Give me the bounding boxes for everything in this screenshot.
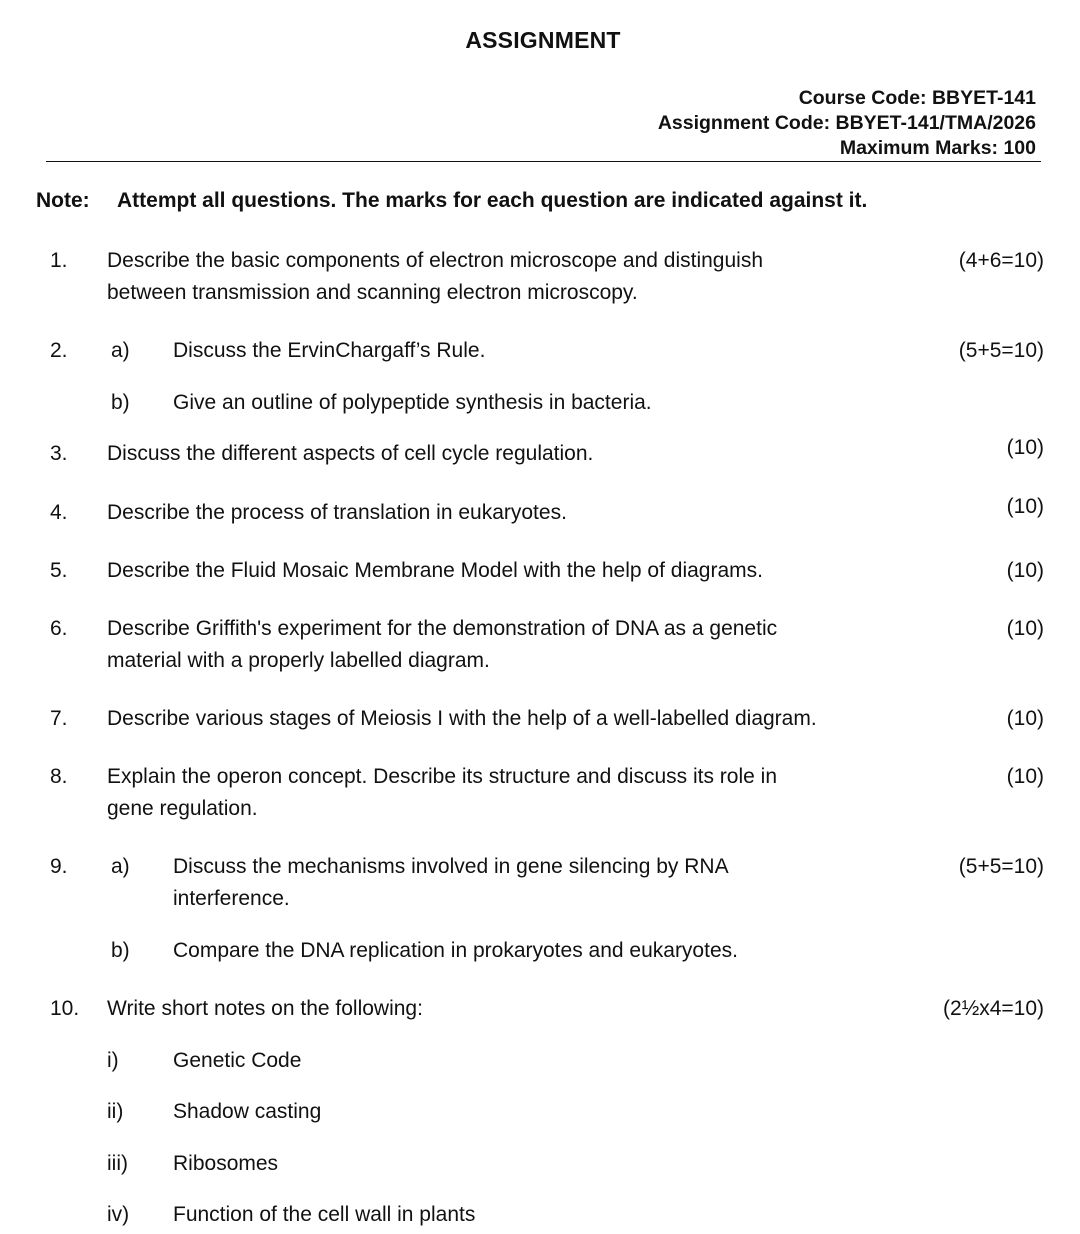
assignment-code: Assignment Code: BBYET-141/TMA/2026 xyxy=(657,112,1036,134)
part-label: i) xyxy=(107,1049,119,1072)
question-marks: (10) xyxy=(1006,617,1044,640)
question-number: 4. xyxy=(50,501,68,524)
question-text xyxy=(107,703,817,735)
question-line: Describe the Fluid Mosaic Membrane Model with the help of diagrams. xyxy=(107,559,763,582)
part-line: Discuss the mechanisms involved in gene silencing by RNA xyxy=(173,855,729,878)
question-line: material with a properly labelled diagram. xyxy=(107,649,490,672)
question-marks: (10) xyxy=(1006,436,1044,459)
part-label: iv) xyxy=(107,1203,130,1226)
question-number: 3. xyxy=(50,442,68,465)
question-line: Describe various stages of Meiosis I with the help of a well-labelled diagram. xyxy=(107,707,817,730)
part-label: a) xyxy=(111,339,130,362)
question-text xyxy=(107,438,593,470)
assignment-info xyxy=(658,86,1036,161)
question-marks: (2½x4=10) xyxy=(943,997,1044,1020)
course-code: Course Code: BBYET-141 xyxy=(798,87,1036,109)
question-marks: (10) xyxy=(1006,707,1044,730)
part-text: Shadow casting xyxy=(173,1100,322,1123)
part-label: b) xyxy=(111,391,130,414)
question-text xyxy=(107,245,763,309)
question-number: 1. xyxy=(50,249,68,272)
question-line: Describe the basic components of electron microscope and distinguish xyxy=(107,249,764,272)
question-text xyxy=(107,761,777,825)
question-number: 6. xyxy=(50,617,68,640)
question-line: between transmission and scanning electron microscopy. xyxy=(107,281,638,304)
question-line: Explain the operon concept. Describe its structure and discuss its role in xyxy=(107,765,778,788)
question-number: 8. xyxy=(50,765,68,788)
maximum-marks: Maximum Marks: 100 xyxy=(839,137,1036,159)
question-text xyxy=(107,613,777,677)
question-line: Describe the process of translation in eukaryotes. xyxy=(107,501,567,524)
note-label: Note: xyxy=(36,189,90,212)
part-label: iii) xyxy=(107,1152,128,1175)
note xyxy=(36,189,867,213)
question-marks: (10) xyxy=(1006,765,1044,788)
question-number: 5. xyxy=(50,559,68,582)
part-text xyxy=(173,851,729,915)
question-line: Discuss the different aspects of cell cycle regulation. xyxy=(107,442,594,465)
part-text: Function of the cell wall in plants xyxy=(173,1203,476,1226)
question-text xyxy=(107,497,567,529)
part-label: a) xyxy=(111,855,130,878)
part-text: Ribosomes xyxy=(173,1152,279,1175)
question-line: Describe Griffith's experiment for the demonstration of DNA as a genetic xyxy=(107,617,778,640)
question-number: 2. xyxy=(50,339,68,362)
page-title: ASSIGNMENT xyxy=(465,27,621,53)
question-marks: (4+6=10) xyxy=(958,249,1044,272)
question-text xyxy=(107,555,763,587)
part-text: Genetic Code xyxy=(173,1049,302,1072)
question-marks: (5+5=10) xyxy=(958,339,1044,362)
question-marks: (5+5=10) xyxy=(958,855,1044,878)
part-label: ii) xyxy=(107,1100,124,1123)
part-line: interference. xyxy=(173,887,290,910)
question-text xyxy=(107,993,423,1025)
question-marks: (10) xyxy=(1006,495,1044,518)
question-number: 9. xyxy=(50,855,68,878)
part-text: Give an outline of polypeptide synthesis in bacteria. xyxy=(173,391,652,414)
question-line: gene regulation. xyxy=(107,797,258,820)
part-label: b) xyxy=(111,939,130,962)
question-number: 7. xyxy=(50,707,68,730)
part-text: Discuss the ErvinChargaff’s Rule. xyxy=(173,339,486,362)
question-marks: (10) xyxy=(1006,559,1044,582)
header-divider xyxy=(46,161,1041,162)
part-text: Compare the DNA replication in prokaryotes and eukaryotes. xyxy=(173,939,738,962)
question-line: Write short notes on the following: xyxy=(107,997,423,1020)
question-number: 10. xyxy=(50,997,80,1020)
note-text: Attempt all questions. The marks for each question are indicated against it. xyxy=(117,189,868,212)
